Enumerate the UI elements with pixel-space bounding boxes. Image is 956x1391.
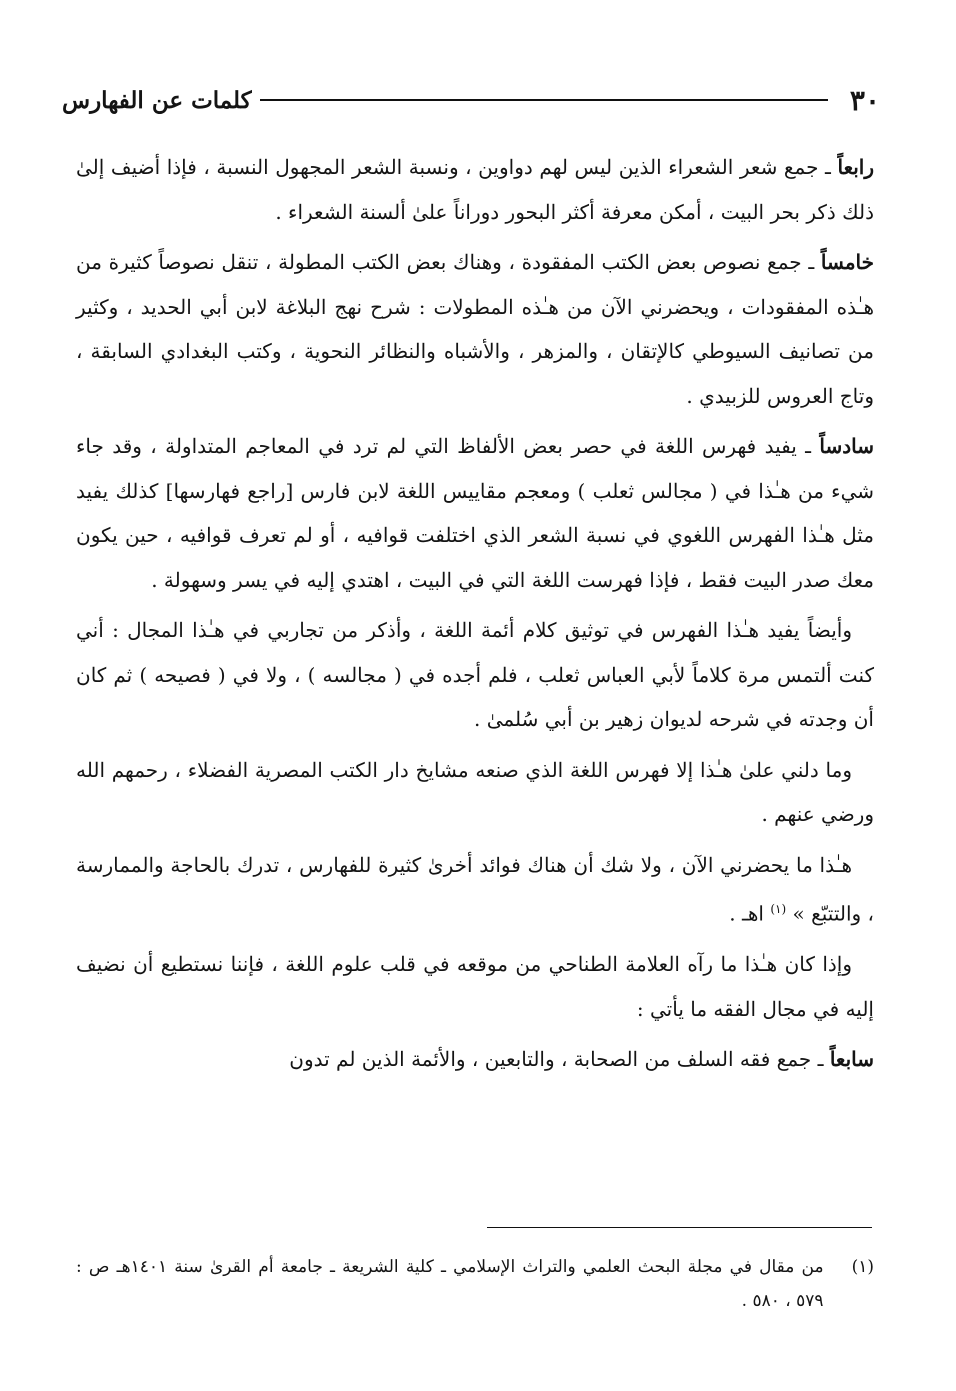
running-title: كلمات عن الفهارس xyxy=(62,86,252,114)
paragraph-text: ـ جمع فقه السلف من الصحابة ، والتابعين ، والأئمة الذين لم تدون xyxy=(289,1047,830,1072)
paragraph-fifth xyxy=(76,240,874,418)
paragraph-seventh xyxy=(76,1037,874,1082)
paragraph-also xyxy=(76,608,874,742)
paragraph-transition xyxy=(76,942,874,1031)
footnote-marker: (١) xyxy=(851,1257,874,1277)
paragraph-benefits xyxy=(76,843,874,937)
paragraph-guided xyxy=(76,748,874,837)
paragraph-text: وما دلني علىٰ هـٰذا إلا فهرس اللغة الذي صنعه مشايخ دار الكتب المصرية الفضلاء ، رحمهم الله ورضي عنهم . xyxy=(76,757,874,826)
footnote xyxy=(76,1250,874,1318)
paragraph-lead: سادساً xyxy=(819,434,874,458)
footnote-separator xyxy=(487,1227,872,1228)
body-text xyxy=(76,145,874,1088)
paragraph-text: ـ جمع شعر الشعراء الذين ليس لهم دواوين ، ونسبة الشعر المجهول النسبة ، فإذا أضيف إلىٰ ذلك ذكر بحر البيت ، أمكن معرفة أكثر البحور دوراناً علىٰ ألسنة الشعراء . xyxy=(76,155,874,224)
paragraph-text-after: اهـ . xyxy=(729,901,771,926)
paragraph-fourth xyxy=(76,145,874,234)
paragraph-text: هـٰذا ما يحضرني الآن ، ولا شك أن هناك فوائد أخرىٰ كثيرة للفهارس ، تدرك بالحاجة والممارسة ، والتتبّع » xyxy=(76,852,874,926)
page-header xyxy=(62,80,880,120)
paragraph-text: ـ جمع نصوص بعض الكتب المفقودة ، وهناك بعض الكتب المطولة ، تنقل نصوصاً كثيرة من هـٰذه المفقودات ، ويحضرني الآن من هـٰذه المطولات : شرح نهج البلاغة لابن أبي الحديد ، وكثير من تصانيف السيوطي كالإتقان ، والمزهر ، والأشباه والنظائر النحوية ، وكتب البغدادي السابقة ، وتاج العروس للزبيدي . xyxy=(76,250,874,408)
paragraph-sixth xyxy=(76,424,874,602)
footnote-reference[interactable]: (١) xyxy=(770,902,787,916)
page-number: ٣٠ xyxy=(849,83,880,117)
paragraph-lead: سابعاً xyxy=(829,1047,874,1072)
paragraph-text: وأيضاً يفيد هـٰذا الفهرس في توثيق كلام أئمة اللغة ، وأذكر من تجاربي في هـٰذا المجال : أني كنت ألتمس مرة كلاماً لأبي العباس ثعلب ، فلم أجده في ( مجالسه ) ، ولا في ( فصيحه ) ثم كان أن وجدته في شرحه لديوان زهير بن أبي سُلمىٰ . xyxy=(76,618,874,731)
paragraph-text: ـ يفيد فهرس اللغة في حصر بعض الألفاظ التي لم ترد في المعاجم المتداولة ، وقد جاء شيء من هـٰذا في ( مجالس ثعلب ) ومعجم مقاييس اللغة لابن فارس [راجع فهارسها] كذلك يفيد مثل هـٰذا الفهرس اللغوي في نسبة الشعر الذي اختلفت قوافيه ، أو لم تعرف قوافيه ، حين يكون معك صدر البيت فقط ، فإذا فهرست اللغة التي في البيت ، اهتدي إليه في يسر وسهولة . xyxy=(76,434,875,592)
header-rule xyxy=(260,99,828,101)
paragraph-text: وإذا كان هـٰذا ما رآه العلامة الطناحي من موقعه في قلب علوم اللغة ، فإننا نستطيع أن نضيف إليه في مجال الفقه ما يأتي : xyxy=(76,952,874,1021)
paragraph-lead: خامساً xyxy=(820,250,874,274)
footnote-text: من مقال في مجلة البحث العلمي والتراث الإسلامي ـ كلية الشريعة ـ جامعة أم القرىٰ سنة ١٤٠١هـ ص : ٥٧٩ ، ٥٨٠ . xyxy=(76,1257,824,1311)
paragraph-lead: رابعاً xyxy=(837,155,874,179)
